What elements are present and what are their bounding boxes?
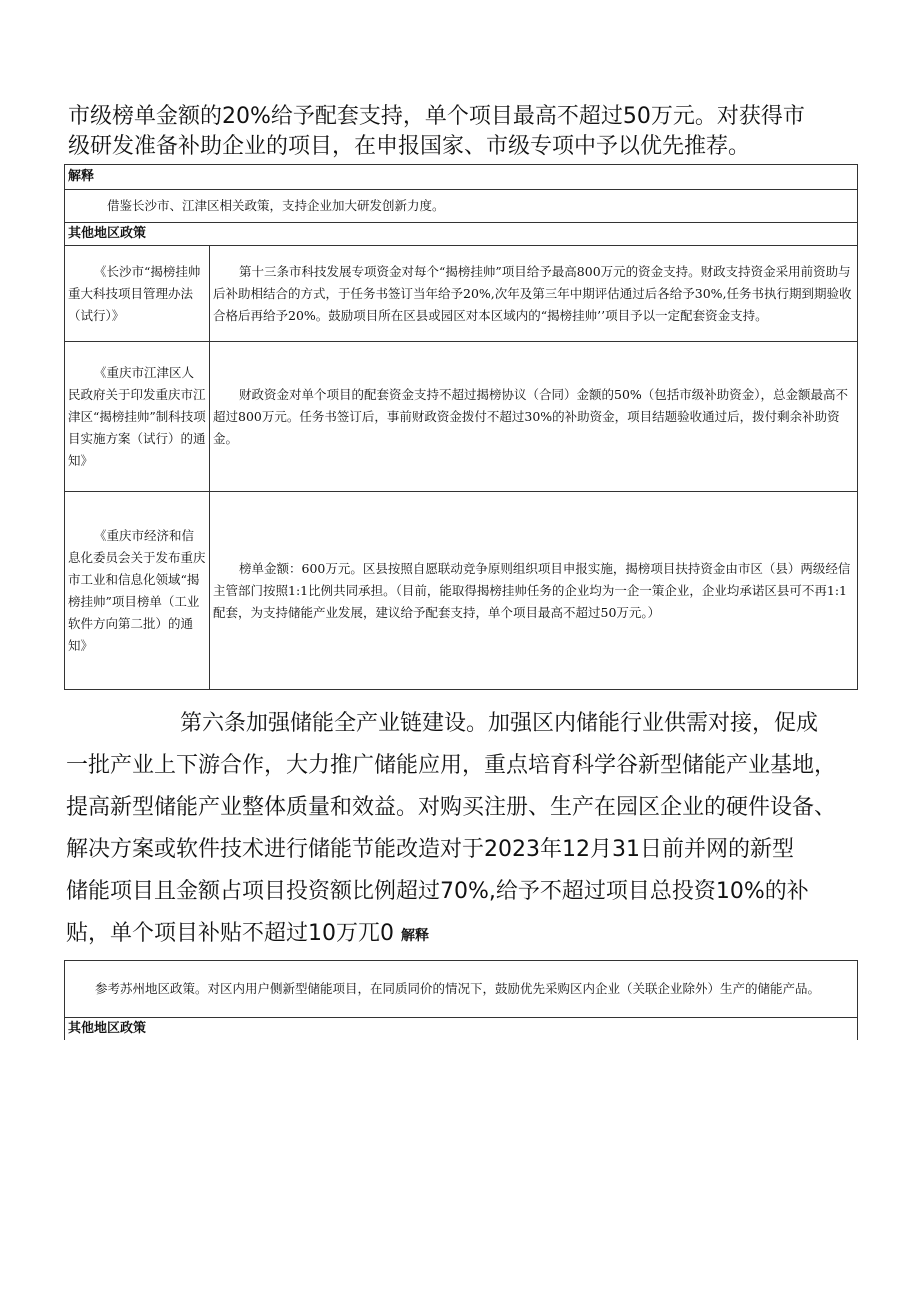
explain-text-row [65, 961, 858, 1018]
article6-line-3: 提高新型储能产业整体质量和效益。对购买注册、生产在园区企业的硬件设备、 [66, 795, 837, 820]
other-regions-header: 其他地区政策 [65, 1018, 858, 1040]
explain-text-row [65, 190, 858, 223]
policy-table-1 [64, 164, 858, 690]
policy-name: 《重庆市经济和信息化委员会关于发布重庆市工业和信息化领域“揭榜挂帅”项目榜单（工业软件方向第二批）的通知》 [65, 492, 210, 690]
article6-line-6-text: 贴，单个项目补贴不超过10万兀0 [66, 921, 394, 946]
article6-line-5: 储能项目且金额占项目投资额比例超过70%,给予不超过项目总投资10%的补 [66, 879, 809, 904]
article6-line-2: 一批产业上下游合作，大力推广储能应用，重点培育科学谷新型储能产业基地， [66, 753, 837, 778]
intro-line-2: 级研发准备补助企业的项目，在申报国家、市级专项中予以优先推荐。 [68, 134, 751, 159]
table-row [65, 342, 858, 492]
policy-content: 财政资金对单个项目的配套资金支持不超过揭榜协议（合同）金额的50%（包括市级补助资金），总金额最高不超过800万元。任务书签订后，事前财政资金拨付不超过30%的补助资金，项目结题验收通过后，拨付剩余补助资金。 [210, 342, 858, 492]
article6-line-6 [66, 915, 429, 955]
policy-content: 榜单金额：600万元。区县按照自愿联动竞争原则组织项目申报实施，揭榜项目扶持资金由市区（县）两级经信主管部门按照1:1比例共同承担。（目前，能取得揭榜挂帅任务的企业均为一企一策企业，企业均承诺区县可不再1:1配套，为支持储能产业发展，建议给予配套支持，单个项目最高不超过50万元。） [210, 492, 858, 690]
article6-line-1: 第六条加强储能全产业链建设。加强区内储能行业供需对接，促成 [180, 711, 819, 736]
explain-text: 参考苏州地区政策。对区内用户侧新型储能项目，在同质同价的情况下，鼓励优先采购区内企业（关联企业除外）生产的储能产品。 [65, 961, 858, 1018]
policy-name: 《重庆市江津区人民政府关于印发重庆市江津区“揭榜挂帅”制科技项目实施方案（试行）的通知》 [65, 342, 210, 492]
explain-inline-label: 解释 [401, 928, 429, 944]
other-header-row [65, 1018, 858, 1040]
other-header-row [65, 223, 858, 246]
article6-line-4: 解决方案或软件技术进行储能节能改造对于2023年12月31日前并网的新型 [66, 837, 794, 862]
other-regions-header: 其他地区政策 [65, 223, 858, 246]
policy-name: 《长沙市“揭榜挂帅重大科技项目管理办法（试行）》 [65, 246, 210, 342]
intro-line-1: 市级榜单金额的20%给予配套支持，单个项目最高不超过50万元。对获得市 [68, 104, 805, 129]
explain-header: 解释 [65, 165, 858, 190]
explain-header-row [65, 165, 858, 190]
policy-table-2 [64, 960, 858, 1040]
explain-text: 借鉴长沙市、江津区相关政策，支持企业加大研发创新力度。 [65, 190, 858, 223]
policy-content: 第十三条市科技发展专项资金对每个“揭榜挂帅”项目给予最高800万元的资金支持。财政支持资金采用前资助与后补助相结合的方式，于任务书签订当年给予20%,次年及第三年中期评估通过后各给予30%,任务书执行期到期验收合格后再给予20%。鼓励项目所在区县或园区对本区域内的“揭榜挂帅’’项目予以一定配套资金支持。 [210, 246, 858, 342]
table-row [65, 492, 858, 690]
table-row [65, 246, 858, 342]
